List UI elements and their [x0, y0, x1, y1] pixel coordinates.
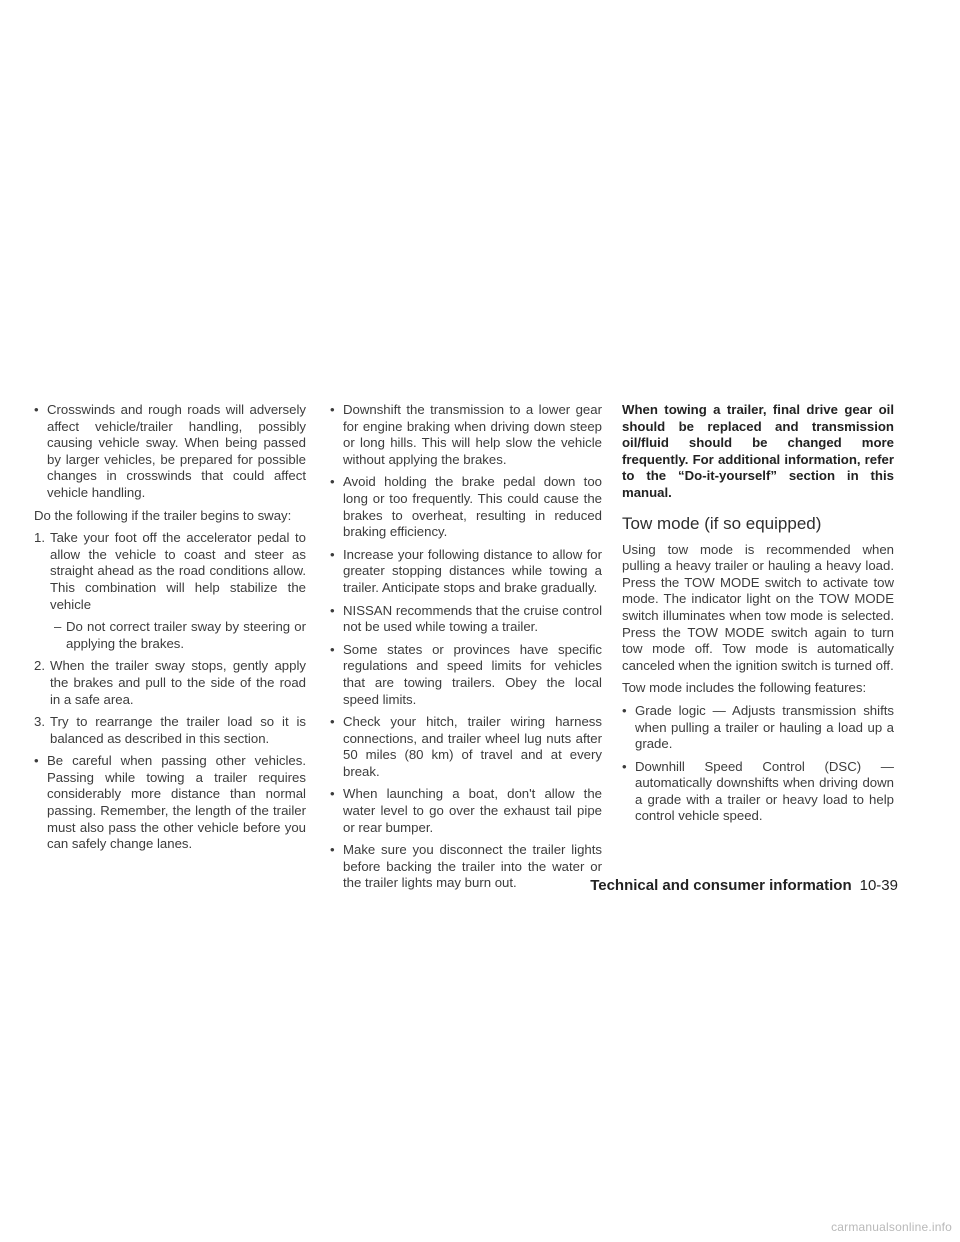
numbered-step-3 [34, 714, 306, 747]
list-item [330, 642, 602, 708]
list-item-text: Downhill Speed Control (DSC) — automatically downshifts when driving down a grade with a trailer or heavy load to help control vehicle speed. [635, 758, 894, 824]
list-item [330, 547, 602, 597]
bullet-marker: • [330, 474, 335, 490]
dash-marker: – [54, 619, 62, 635]
list-item [330, 786, 602, 836]
list-item [330, 714, 602, 780]
bullet-marker: • [330, 842, 335, 858]
step-text: Try to rearrange the trailer load so it is balanced as described in this section. [50, 714, 306, 746]
bullet-marker: • [330, 602, 335, 618]
list-item-text: Grade logic — Adjusts transmission shifts when pulling a trailer or hauling a load up a grade. [635, 702, 894, 752]
column-middle [330, 402, 602, 898]
maintenance-note: When towing a trailer, final drive gear oil should be replaced and transmission oil/fluid should be changed more frequently. For additional information, refer to the “Do-it-yourself” section in this manual. [622, 402, 894, 500]
site-watermark: carmanualsonline.info [831, 1220, 952, 1234]
list-item-text: NISSAN recommends that the cruise control not be used while towing a trailer. [343, 602, 602, 635]
step-number: 2. [34, 658, 45, 674]
list-item [34, 402, 306, 502]
tow-mode-description: Using tow mode is recommended when pulling a heavy trailer or hauling a heavy load. Press the TOW MODE switch to activate tow mode. The indicator light on the TOW MODE switch illuminates when tow mode is selected. Press the TOW MODE switch again to turn tow mode off. Tow mode is automatically canceled when the ignition switch is turned off. [622, 541, 894, 673]
bullet-marker: • [34, 753, 39, 769]
numbered-step-1 [34, 530, 306, 613]
column-left [34, 402, 306, 859]
list-item [34, 753, 306, 853]
list-item-text: Make sure you disconnect the trailer lights before backing the trailer into the water or the trailer lights may burn out. [343, 842, 602, 891]
list-item [330, 603, 602, 636]
footer-section-title: Technical and consumer information [590, 877, 852, 894]
list-item-text: When launching a boat, don't allow the water level to go over the exhaust tail pipe or rear bumper. [343, 786, 602, 835]
list-item-text: Some states or provinces have specific regulations and speed limits for vehicles that are towing trailers. Obey the local speed limits. [343, 641, 602, 707]
step-text: Take your foot off the accelerator pedal to allow the vehicle to coast and steer as straight ahead as the road conditions allow. This combination will help stabilize the vehicle [50, 530, 306, 612]
bullet-marker: • [330, 546, 335, 562]
sub-item [34, 619, 306, 652]
page-footer [590, 876, 898, 896]
bullet-marker: • [330, 641, 335, 657]
list-item [330, 402, 602, 468]
features-intro: Tow mode includes the following features: [622, 680, 867, 696]
numbered-step-2 [34, 658, 306, 708]
section-heading: Tow mode (if so equipped) [622, 513, 822, 533]
bullet-marker: • [330, 402, 335, 417]
list-item [622, 759, 894, 825]
list-item-text: Crosswinds and rough roads will adversely affect vehicle/trailer handling, possibly causing vehicle sway. When being passed by larger vehicles, be prepared for possible changes in crosswinds that could affect vehicle handling. [47, 402, 306, 500]
step-text: When the trailer sway stops, gently apply the brakes and pull to the side of the road in a safe area. [50, 658, 306, 707]
bullet-marker: • [330, 714, 335, 730]
list-item [330, 474, 602, 540]
bullet-marker: • [622, 758, 627, 774]
page-number: 10-39 [859, 877, 898, 894]
list-item [622, 703, 894, 753]
list-item-text: Check your hitch, trailer wiring harness connections, and trailer wheel lug nuts after 50 miles (80 km) of travel and at every break. [343, 714, 602, 779]
column-right [622, 402, 894, 831]
list-item-text: Increase your following distance to allow for greater stopping distances while towing a trailer. Anticipate stops and brake gradually. [343, 546, 602, 595]
step-number: 1. [34, 530, 45, 546]
list-item [330, 842, 602, 892]
bullet-marker: • [34, 402, 39, 417]
bullet-marker: • [622, 702, 627, 718]
step-number: 3. [34, 714, 45, 730]
sub-item-text: Do not correct trailer sway by steering or applying the brakes. [66, 619, 306, 651]
list-item-text: Avoid holding the brake pedal down too long or too frequently. This could cause the brakes to overheat, resulting in reduced braking efficiency. [343, 474, 602, 540]
bullet-marker: • [330, 786, 335, 802]
list-item-text: Be careful when passing other vehicles. Passing while towing a trailer requires considerably more distance than normal passing. Remember, the length of the trailer must also pass the other vehicle before you can safely change lanes. [47, 753, 306, 852]
list-item-text: Downshift the transmission to a lower gear for engine braking when driving down steep or long hills. This will help slow the vehicle without applying the brakes. [343, 402, 602, 467]
sway-intro: Do the following if the trailer begins to sway: [34, 507, 292, 523]
